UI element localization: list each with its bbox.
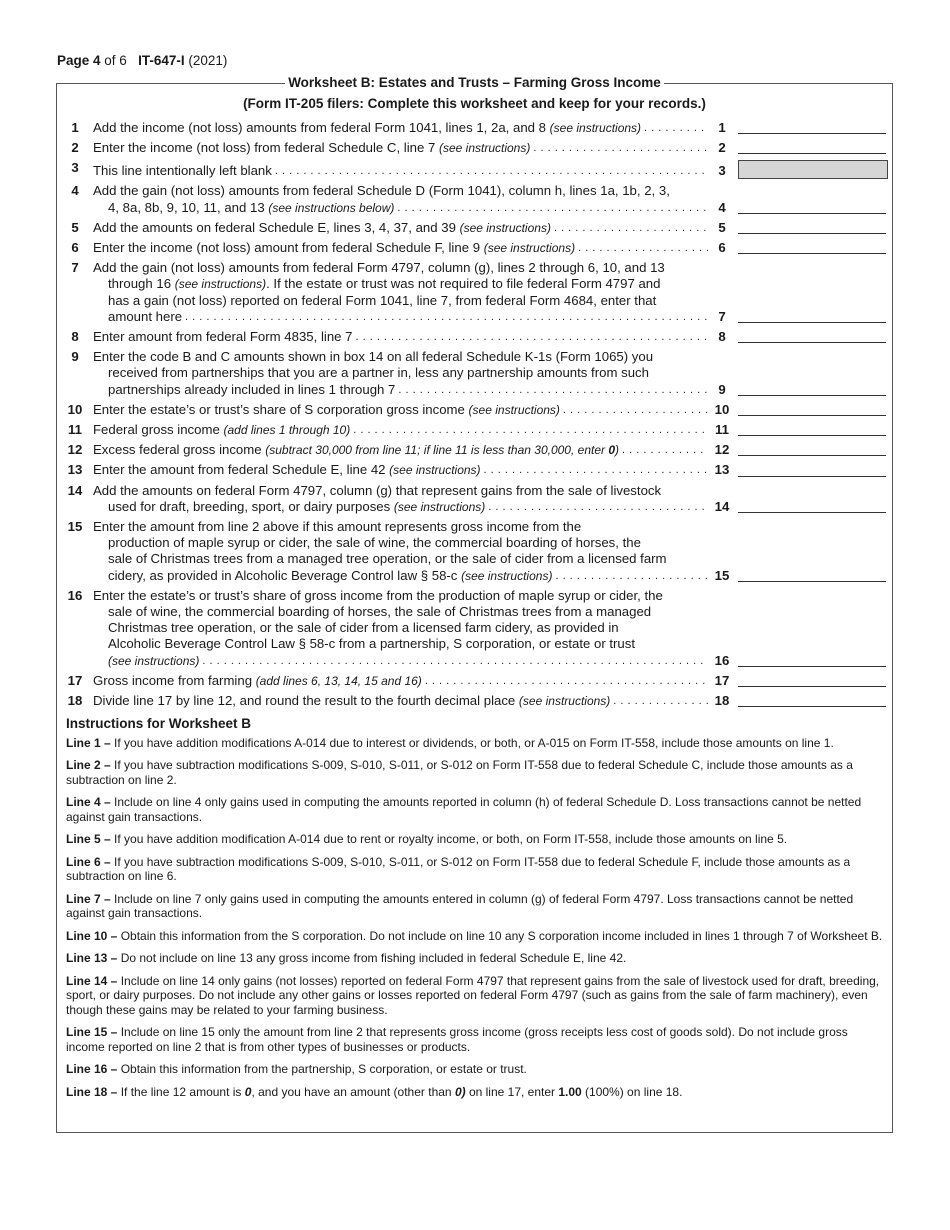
line-2-amount-field[interactable] bbox=[738, 141, 886, 154]
worksheet-line-17: 17 Gross income from farming (add lines 6, 13, 14, 15 and 16) . . . 17 bbox=[57, 673, 894, 689]
worksheet-line-16: 16 Enter the estate’s or trust’s share of gross income from the production of maple syrup or cider, the sale of wine, the commercial boarding of horses, the sale of Christmas trees from a managed Christmas tree operation, or the sale of cider from a licensed farm cidery, as provided in Alcoholic Beverage Control Law § 58-c from a partnership, S corporation, or estate or trust (see instructions) . . . 16 bbox=[57, 588, 894, 669]
page-header bbox=[57, 53, 227, 68]
instruction-line-7: Line 7 – Include on line 7 only gains used in computing the amounts entered in column (g) of federal Form 4797. Loss transactions cannot be netted against gain transactions. bbox=[66, 891, 854, 920]
worksheet-line-13: 13 Enter the amount from federal Schedule E, line 42 (see instructions) . . . 13 bbox=[57, 462, 894, 478]
instruction-line-13: Line 13 – Do not include on line 13 any gross income from fishing included in federal Schedule E, line 42. bbox=[66, 951, 627, 965]
line-18-amount-field[interactable] bbox=[738, 694, 886, 707]
worksheet-line-14: 14 Add the amounts on federal Form 4797, column (g) that represent gains from the sale of livestock used for draft, breeding, sport, or dairy purposes (see instructions) . . . 14 bbox=[57, 483, 894, 515]
instructions-heading: Instructions for Worksheet B bbox=[66, 716, 252, 731]
instruction-line-5: Line 5 – If you have addition modification A-014 due to rent or royalty income, or both, on Form IT-558, include those amounts on line 5. bbox=[66, 832, 788, 846]
instruction-line-4: Line 4 – Include on line 4 only gains used in computing the amounts reported in column (h) of federal Schedule D. Loss transactions cannot be netted against gain transactions. bbox=[66, 795, 862, 824]
worksheet-line-7: 7 Add the gain (not loss) amounts from federal Form 4797, column (g), lines 2 through 6, 10, and 13 through 16 (see instructions). If the estate or trust was not required to file federal Form 4797 and has a gain (not loss) reported on federal Form 1041, line 7, from federal Form 4684, enter that amount here . . . 7 bbox=[57, 260, 894, 325]
worksheet-lines bbox=[57, 118, 894, 709]
line-17-amount-field[interactable] bbox=[738, 674, 886, 687]
page-number: Page 4 bbox=[57, 53, 101, 68]
worksheet-line-10: 10 Enter the estate’s or trust’s share of S corporation gross income (see instructions) . . . 10 bbox=[57, 402, 894, 418]
worksheet-line-1: 1 Add the income (not loss) amounts from federal Form 1041, lines 1, 2a, and 8 (see instructions) . . . 1 bbox=[57, 120, 894, 136]
line-15-amount-field[interactable] bbox=[738, 569, 886, 582]
form-year: (2021) bbox=[188, 53, 228, 68]
instruction-line-2: Line 2 – If you have subtraction modifications S-009, S-010, S-011, or S-012 on Form IT-558 due to federal Schedule C, include those amounts as a subtraction on line 2. bbox=[66, 758, 853, 787]
instruction-line-16: Line 16 – Obtain this information from the partnership, S corporation, or estate or trust. bbox=[66, 1062, 527, 1076]
worksheet-line-2: 2 Enter the income (not loss) from federal Schedule C, line 7 (see instructions) . . . 2 bbox=[57, 140, 894, 156]
line-13-amount-field[interactable] bbox=[738, 464, 886, 477]
instruction-line-1: Line 1 – If you have addition modifications A-014 due to interest or dividends, or both, or A-015 on Form IT-558, include those amounts on line 1. bbox=[66, 735, 834, 750]
worksheet-line-4: 4 Add the gain (not loss) amounts from federal Schedule D (Form 1041), column h, lines 1a, 1b, 2, 3, 4, 8a, 8b, 9, 10, 11, and 13 (see instructions below) . . . 4 bbox=[57, 183, 894, 215]
instruction-line-10: Line 10 – Obtain this information from the S corporation. Do not include on line 10 any S corporation income included in lines 1 through 7 of Worksheet B. bbox=[66, 928, 883, 943]
worksheet-line-3: 3 This line intentionally left blank . . . 3 bbox=[57, 160, 894, 179]
worksheet-line-9: 9 Enter the code B and C amounts shown in box 14 on all federal Schedule K-1s (Form 1065) you received from partnerships that you are a partner in, less any partnership amounts from such partnerships already included in lines 1 through 7 . . . 9 bbox=[57, 349, 894, 398]
line-12-amount-field[interactable] bbox=[738, 443, 886, 456]
worksheet-line-15: 15 Enter the amount from line 2 above if this amount represents gross income from the production of maple syrup or cider, the sale of wine, the commercial boarding of horses, the sale of Christmas trees from a managed tree operation, or the sale of cider from a licensed farm cidery, as provided in Alcoholic Beverage Control law § 58-c (see instructions) . . . 15 bbox=[57, 519, 894, 584]
worksheet-subtitle: (Form IT-205 filers: Complete this worksheet and keep for your records.) bbox=[243, 96, 706, 111]
worksheet-instructions bbox=[66, 717, 886, 1107]
form-id: IT-647-I bbox=[138, 53, 185, 68]
line-8-amount-field[interactable] bbox=[738, 330, 886, 343]
worksheet-b-frame bbox=[56, 75, 893, 1133]
worksheet-title: Worksheet B: Estates and Trusts – Farming Gross Income bbox=[57, 75, 892, 91]
worksheet-line-5: 5 Add the amounts on federal Schedule E, lines 3, 4, 37, and 39 (see instructions) . . . 5 bbox=[57, 220, 894, 236]
line-5-amount-field[interactable] bbox=[738, 221, 886, 234]
line-10-amount-field[interactable] bbox=[738, 403, 886, 416]
line-16-amount-field[interactable] bbox=[738, 654, 886, 667]
instruction-line-6: Line 6 – If you have subtraction modifications S-009, S-010, S-011, or S-012 on Form IT-558 due to federal Schedule F, include those amounts as a subtraction on line 6. bbox=[66, 854, 851, 883]
line-9-amount-field[interactable] bbox=[738, 383, 886, 396]
line-11-amount-field[interactable] bbox=[738, 423, 886, 436]
line-1-amount-field[interactable] bbox=[738, 121, 886, 134]
line-4-amount-field[interactable] bbox=[738, 201, 886, 214]
worksheet-line-11: 11 Federal gross income (add lines 1 through 10) . . . 11 bbox=[57, 422, 894, 438]
worksheet-line-8: 8 Enter amount from federal Form 4835, line 7 . . . 8 bbox=[57, 329, 894, 345]
worksheet-line-6: 6 Enter the income (not loss) amount from federal Schedule F, line 9 (see instructions) . . . 6 bbox=[57, 240, 894, 256]
worksheet-line-18: 18 Divide line 17 by line 12, and round the result to the fourth decimal place (see instructions) . . . 18 bbox=[57, 693, 894, 709]
instruction-line-18: Line 18 – If the line 12 amount is 0, and you have an amount (other than 0) on line 17, enter 1.00 (100%) on line 18. bbox=[66, 1084, 683, 1099]
instruction-line-15: Line 15 – Include on line 15 only the amount from line 2 that represents gross income (gross receipts less cost of goods sold). Do not include gross income reported on line 2 that is from other types of businesses or products. bbox=[66, 1025, 848, 1054]
line-7-amount-field[interactable] bbox=[738, 310, 886, 323]
line-14-amount-field[interactable] bbox=[738, 500, 886, 513]
worksheet-line-12: 12 Excess federal gross income (subtract 30,000 from line 11; if line 11 is less than 30,000, enter 0) . . . 12 bbox=[57, 442, 894, 458]
instruction-line-14: Line 14 – Include on line 14 only gains (not losses) reported on federal Form 4797 that represent gains from the sale of livestock used for draft, breeding, sport, or dairy purposes. Do not include any other gains or losses reported on federal Form 4797 (such as gains from the sale of farm machinery), even though these gains may be related to your farming business. bbox=[66, 973, 880, 1017]
page-total: of 6 bbox=[104, 53, 127, 68]
line-3-blank-shaded-field bbox=[738, 160, 888, 179]
line-6-amount-field[interactable] bbox=[738, 241, 886, 254]
